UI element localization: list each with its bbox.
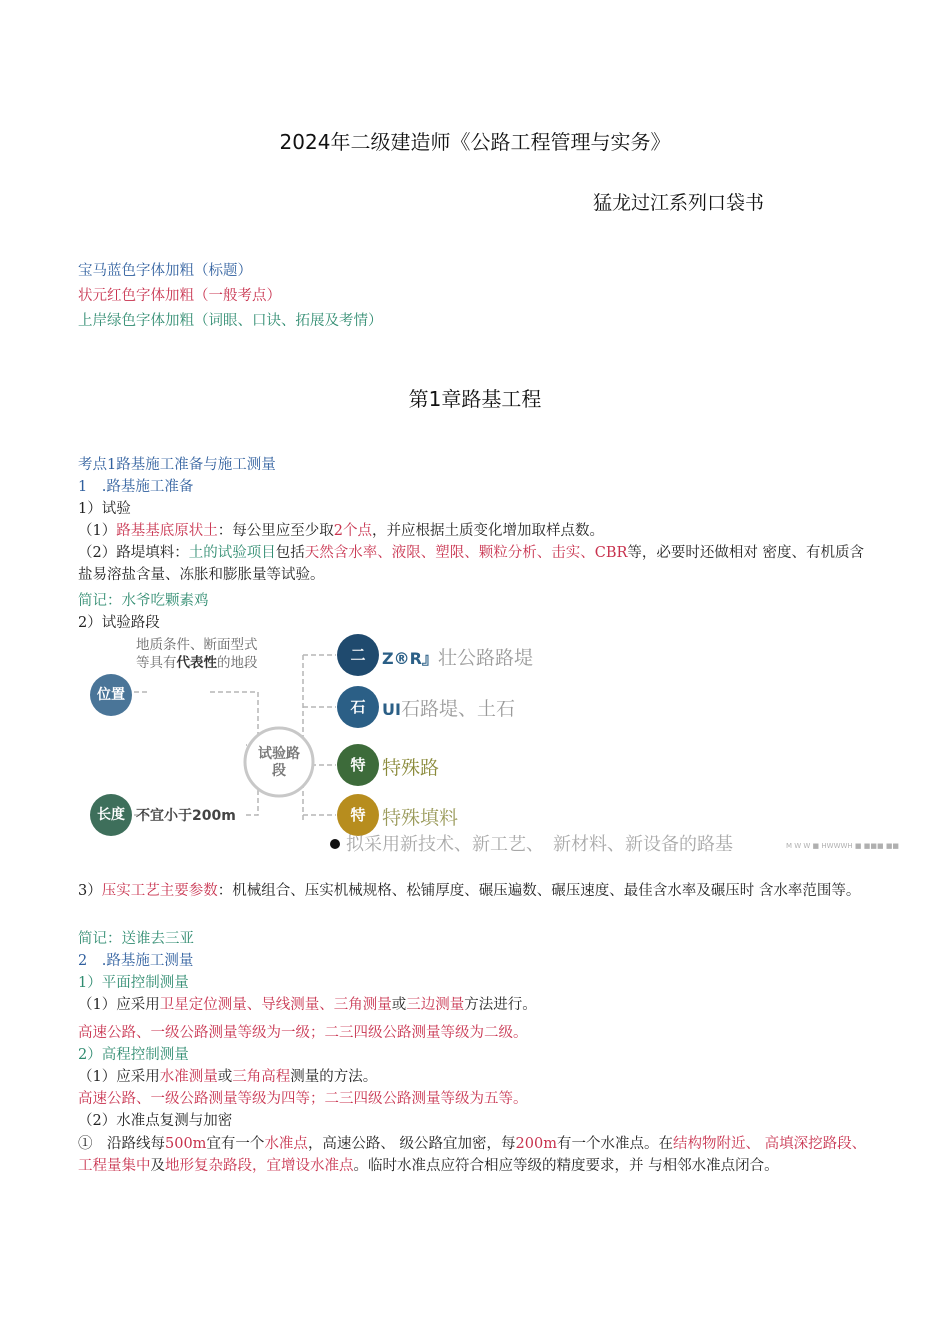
center-node-label: 试验路段	[258, 746, 300, 779]
diagram-noise-text: M W W ■ HWWWH ■ ■■■ ■■	[786, 842, 900, 850]
length-description: 不宜小于200m	[136, 808, 236, 824]
paragraph-plane-control: （1）应采用卫星定位测量、导线测量、三角测量或三边测量方法进行。	[78, 997, 537, 1013]
branch-node-3: 特	[337, 744, 379, 786]
document-title: 2024年二级建造师《公路工程管理与实务》	[279, 130, 671, 154]
subheading-test-section: 2）试验路段	[78, 615, 160, 631]
branch-node-1: 二	[337, 634, 379, 676]
test-section-diagram	[78, 630, 900, 860]
branch-label-1: Z®R』壮公路路堤	[382, 647, 533, 669]
branch-label-4: 特殊填料	[382, 807, 459, 829]
branch-label-2: UI石路堤、土石	[382, 698, 515, 720]
chapter-title: 第1章路基工程	[408, 387, 542, 411]
subheading-experiment: 1）试验	[78, 501, 131, 517]
branch-label-5: 拟采用新技术、新工艺、 新材料、新设备的路基	[346, 834, 733, 855]
note-elevation-control: 高速公路、一级公路测量等级为四等；二三四级公路测量等级为五等。	[78, 1091, 528, 1107]
note-plane-control: 高速公路、一级公路测量等级为一级；二三四级公路测量等级为二级。	[78, 1025, 528, 1041]
bullet-icon	[330, 839, 340, 849]
paragraph-2: （2）路堤填料：土的试验项目包括天然含水率、液限、塑限、颗粒分析、击实、CBR等，必要时还做相对 密度、有机质含盐易溶盐含量、冻胀和膨胀量等试验。	[78, 545, 865, 583]
subheading-benchmark: （2）水准点复测与加密	[78, 1113, 233, 1129]
branch-node-2: 石	[337, 686, 379, 728]
heading-2: 2 .路基施工测量	[78, 953, 194, 969]
legend-red: 状元红色字体加粗（一般考点）	[78, 288, 281, 304]
legend-blue: 宝马蓝色字体加粗（标题）	[78, 263, 252, 279]
length-node: 长度	[90, 794, 132, 836]
kaodian-heading: 考点1路基施工准备与施工测量	[78, 457, 276, 473]
position-description: 地质条件、断面型式等具有代表性的地段	[136, 637, 258, 671]
branch-node-4: 特	[337, 794, 379, 836]
paragraph-benchmark: ① 沿路线每500m宜有一个水准点，高速公路、 级公路宜加密，每200m有一个水准点。在结构物附近、 高填深挖路段、工程量集中及地形复杂路段，宜增设水准点。临时水准点应符合相应等级的精度要求，并 与相邻水准点闭合。	[78, 1136, 867, 1174]
branch-label-3: 特殊路	[382, 757, 440, 779]
document-subtitle: 猛龙过江系列口袋书	[593, 192, 765, 214]
legend-green: 上岸绿色字体加粗（词眼、口诀、拓展及考情）	[78, 313, 383, 329]
memo-2: 简记：送谁去三亚	[78, 931, 194, 947]
heading-1: 1 .路基施工准备	[78, 479, 194, 495]
paragraph-1: （1）路基基底原状土：每公里应至少取2个点，并应根据土质变化增加取样点数。	[78, 523, 604, 539]
position-node: 位置	[90, 674, 132, 716]
memo-1: 简记：水爷吃颗素鸡	[78, 593, 209, 609]
subheading-plane-control: 1）平面控制测量	[78, 975, 189, 991]
paragraph-elevation-control: （1）应采用水准测量或三角高程测量的方法。	[78, 1069, 378, 1085]
subheading-elevation-control: 2）高程控制测量	[78, 1047, 189, 1063]
paragraph-3: 3）压实工艺主要参数：机械组合、压实机械规格、松铺厚度、碾压遍数、碾压速度、最佳含水率及碾压时 含水率范围等。	[78, 883, 861, 899]
